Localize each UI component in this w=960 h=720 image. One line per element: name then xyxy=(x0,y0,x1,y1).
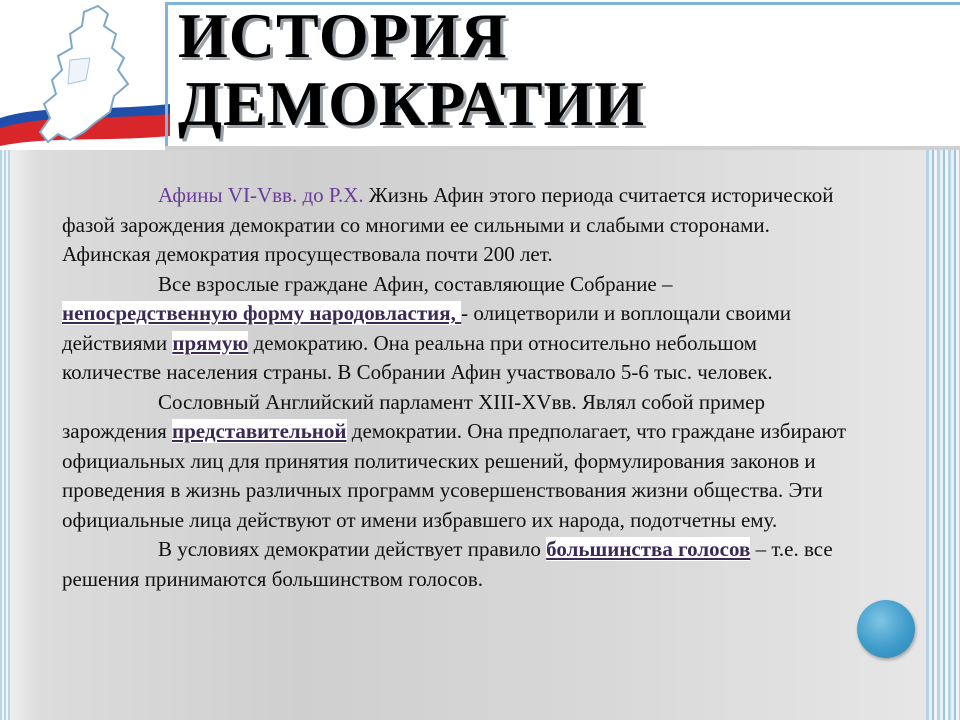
majority-term-link[interactable]: большинства голосов xyxy=(546,537,751,561)
slide-body xyxy=(62,181,852,594)
direct-text-middle: - олицетворили и воплощали своими действиями xyxy=(62,301,792,355)
majority-text-before: В условиях демократии действует правило xyxy=(158,537,547,561)
slide-header xyxy=(0,0,960,150)
title-line-2: ДЕМОКРАТИИ xyxy=(178,68,646,139)
representative-term-link[interactable]: представительной xyxy=(172,419,347,443)
page-title xyxy=(178,2,645,138)
paragraph-representative-democracy xyxy=(62,388,852,536)
right-decorative-stripes xyxy=(926,150,960,720)
representative-text-before: Сословный Английский парламент XIII-XVвв. Являл собой пример зарождения xyxy=(62,389,765,443)
majority-text-after: – т.е. все решения принимаются большинством голосов. xyxy=(62,537,833,591)
paragraph-athens xyxy=(62,181,852,270)
left-decorative-stripes xyxy=(0,150,10,720)
title-line-1: ИСТОРИЯ xyxy=(178,0,508,71)
representative-text-after: демократии. Она предполагает, что граждане избирают официальных лиц для принятия политических решений, формулирования законов и проведения в жизнь различных программ усовершенствования жизни общества. Эти официальные лица действуют от имени избравшего их народа, подотчетны ему. xyxy=(62,419,847,532)
athens-text: Жизнь Афин этого периода считается исторической фазой зарождения демократии со многими ее сильными и слабыми сторонами. Афинская демократия просуществовала почти 200 лет. xyxy=(62,183,834,266)
paragraph-majority-rule xyxy=(62,535,852,594)
direct-text-after: демократию. Она реальна при относительно небольшом количестве населения страны. В Собрании Афин участвовало 5-6 тыс. человек. xyxy=(62,330,773,384)
region-map-flag-emblem-icon xyxy=(0,0,170,150)
paragraph-direct-democracy xyxy=(62,270,852,388)
direct-democracy-term-link[interactable]: прямую xyxy=(172,330,249,355)
blue-circle-decoration-icon xyxy=(857,600,915,658)
direct-text-before: Все взрослые граждане Афин, составляющие Собрание – xyxy=(158,271,673,296)
athens-period-lead: Афины VI-Vвв. до Р.Х. xyxy=(158,183,364,207)
direct-rule-term-link[interactable]: непосредственную форму народовластия, xyxy=(62,301,462,325)
